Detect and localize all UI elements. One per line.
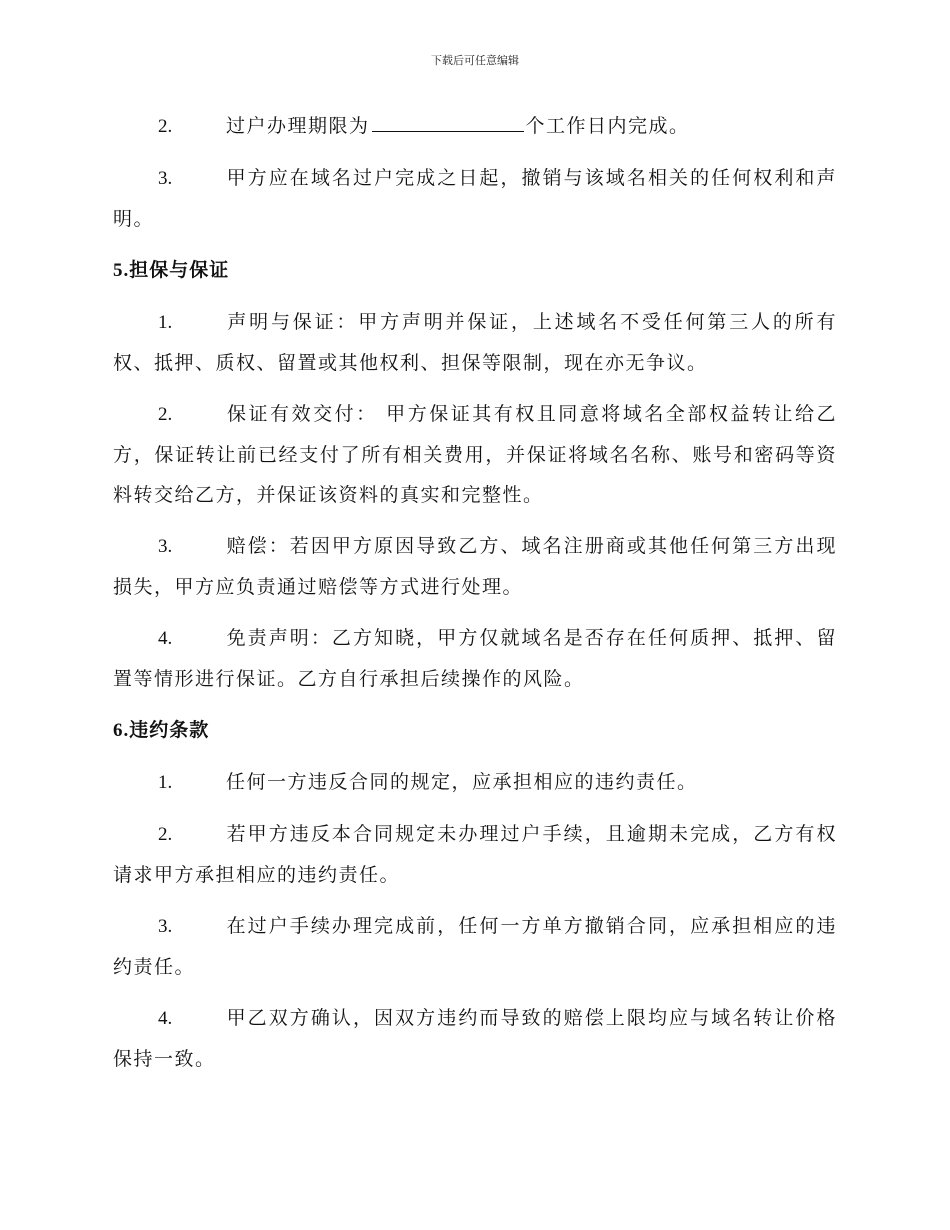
clause-2-overdue-transfer [113, 814, 837, 895]
clause-text: 甲乙双方确认，因双方违约而导致的赔偿上限均应与域名转让价格保持一致。 [113, 1007, 837, 1070]
clause-4-compensation-cap [113, 998, 837, 1079]
section-number: 6. [113, 720, 130, 741]
clause-text-before-blank: 过户办理期限为 [226, 115, 370, 137]
clause-number: 4. [158, 1008, 173, 1029]
clause-text: 保证有效交付： 甲方保证其有权且同意将域名全部权益转让给乙方，保证转让前已经支付了所有相关费用，并保证将域名名称、账号和密码等资料转交给乙方，并保证该资料的真实和完整性。 [113, 403, 837, 506]
clause-text: 声明与保证：甲方声明并保证，上述域名不受任何第三人的所有权、抵押、质权、留置或其他权利、担保等限制，现在亦无争议。 [113, 311, 837, 374]
section-title: 违约条款 [129, 719, 210, 741]
fill-in-blank [372, 105, 524, 132]
clause-text: 在过户手续办理完成前，任何一方单方撤销合同，应承担相应的违约责任。 [113, 915, 837, 978]
clause-2-delivery [113, 394, 837, 515]
clause-text-after-blank: 个工作日内完成。 [525, 115, 690, 137]
section-heading-breach [113, 710, 837, 751]
clause-number: 1. [158, 772, 173, 793]
clause-2-transfer-period [113, 105, 837, 147]
section-heading-warranty [113, 250, 837, 291]
clause-3-unilateral-revocation [113, 906, 837, 987]
clause-text: 甲方应在域名过户完成之日起，撤销与该域名相关的任何权利和声明。 [113, 167, 837, 230]
page-header: 下载后可任意编辑 [431, 54, 519, 67]
clause-text: 免责声明：乙方知晓，甲方仅就域名是否存在任何质押、抵押、留置等情形进行保证。乙方自行承担后续操作的风险。 [113, 627, 837, 690]
clause-number: 2. [158, 116, 173, 137]
section-title: 担保与保证 [129, 259, 230, 281]
clause-number: 2. [158, 824, 173, 845]
clause-1-liability [113, 762, 837, 803]
clause-number: 2. [158, 404, 173, 425]
clause-text: 赔偿：若因甲方原因导致乙方、域名注册商或其他任何第三方出现损失，甲方应负责通过赔偿等方式进行处理。 [113, 535, 837, 598]
clause-number: 3. [158, 536, 173, 557]
clause-text: 若甲方违反本合同规定未办理过户手续，且逾期未完成，乙方有权请求甲方承担相应的违约责任。 [113, 823, 837, 886]
clause-1-declaration [113, 302, 837, 383]
document-body [113, 105, 837, 1090]
clause-number: 4. [158, 628, 173, 649]
section-number: 5. [113, 260, 130, 281]
clause-number: 3. [158, 916, 173, 937]
clause-3-compensation [113, 526, 837, 607]
clause-number: 3. [158, 168, 173, 189]
clause-number: 1. [158, 312, 173, 333]
clause-text: 任何一方违反合同的规定，应承担相应的违约责任。 [226, 771, 698, 793]
clause-4-disclaimer [113, 618, 837, 699]
clause-3-revoke-rights [113, 158, 837, 239]
